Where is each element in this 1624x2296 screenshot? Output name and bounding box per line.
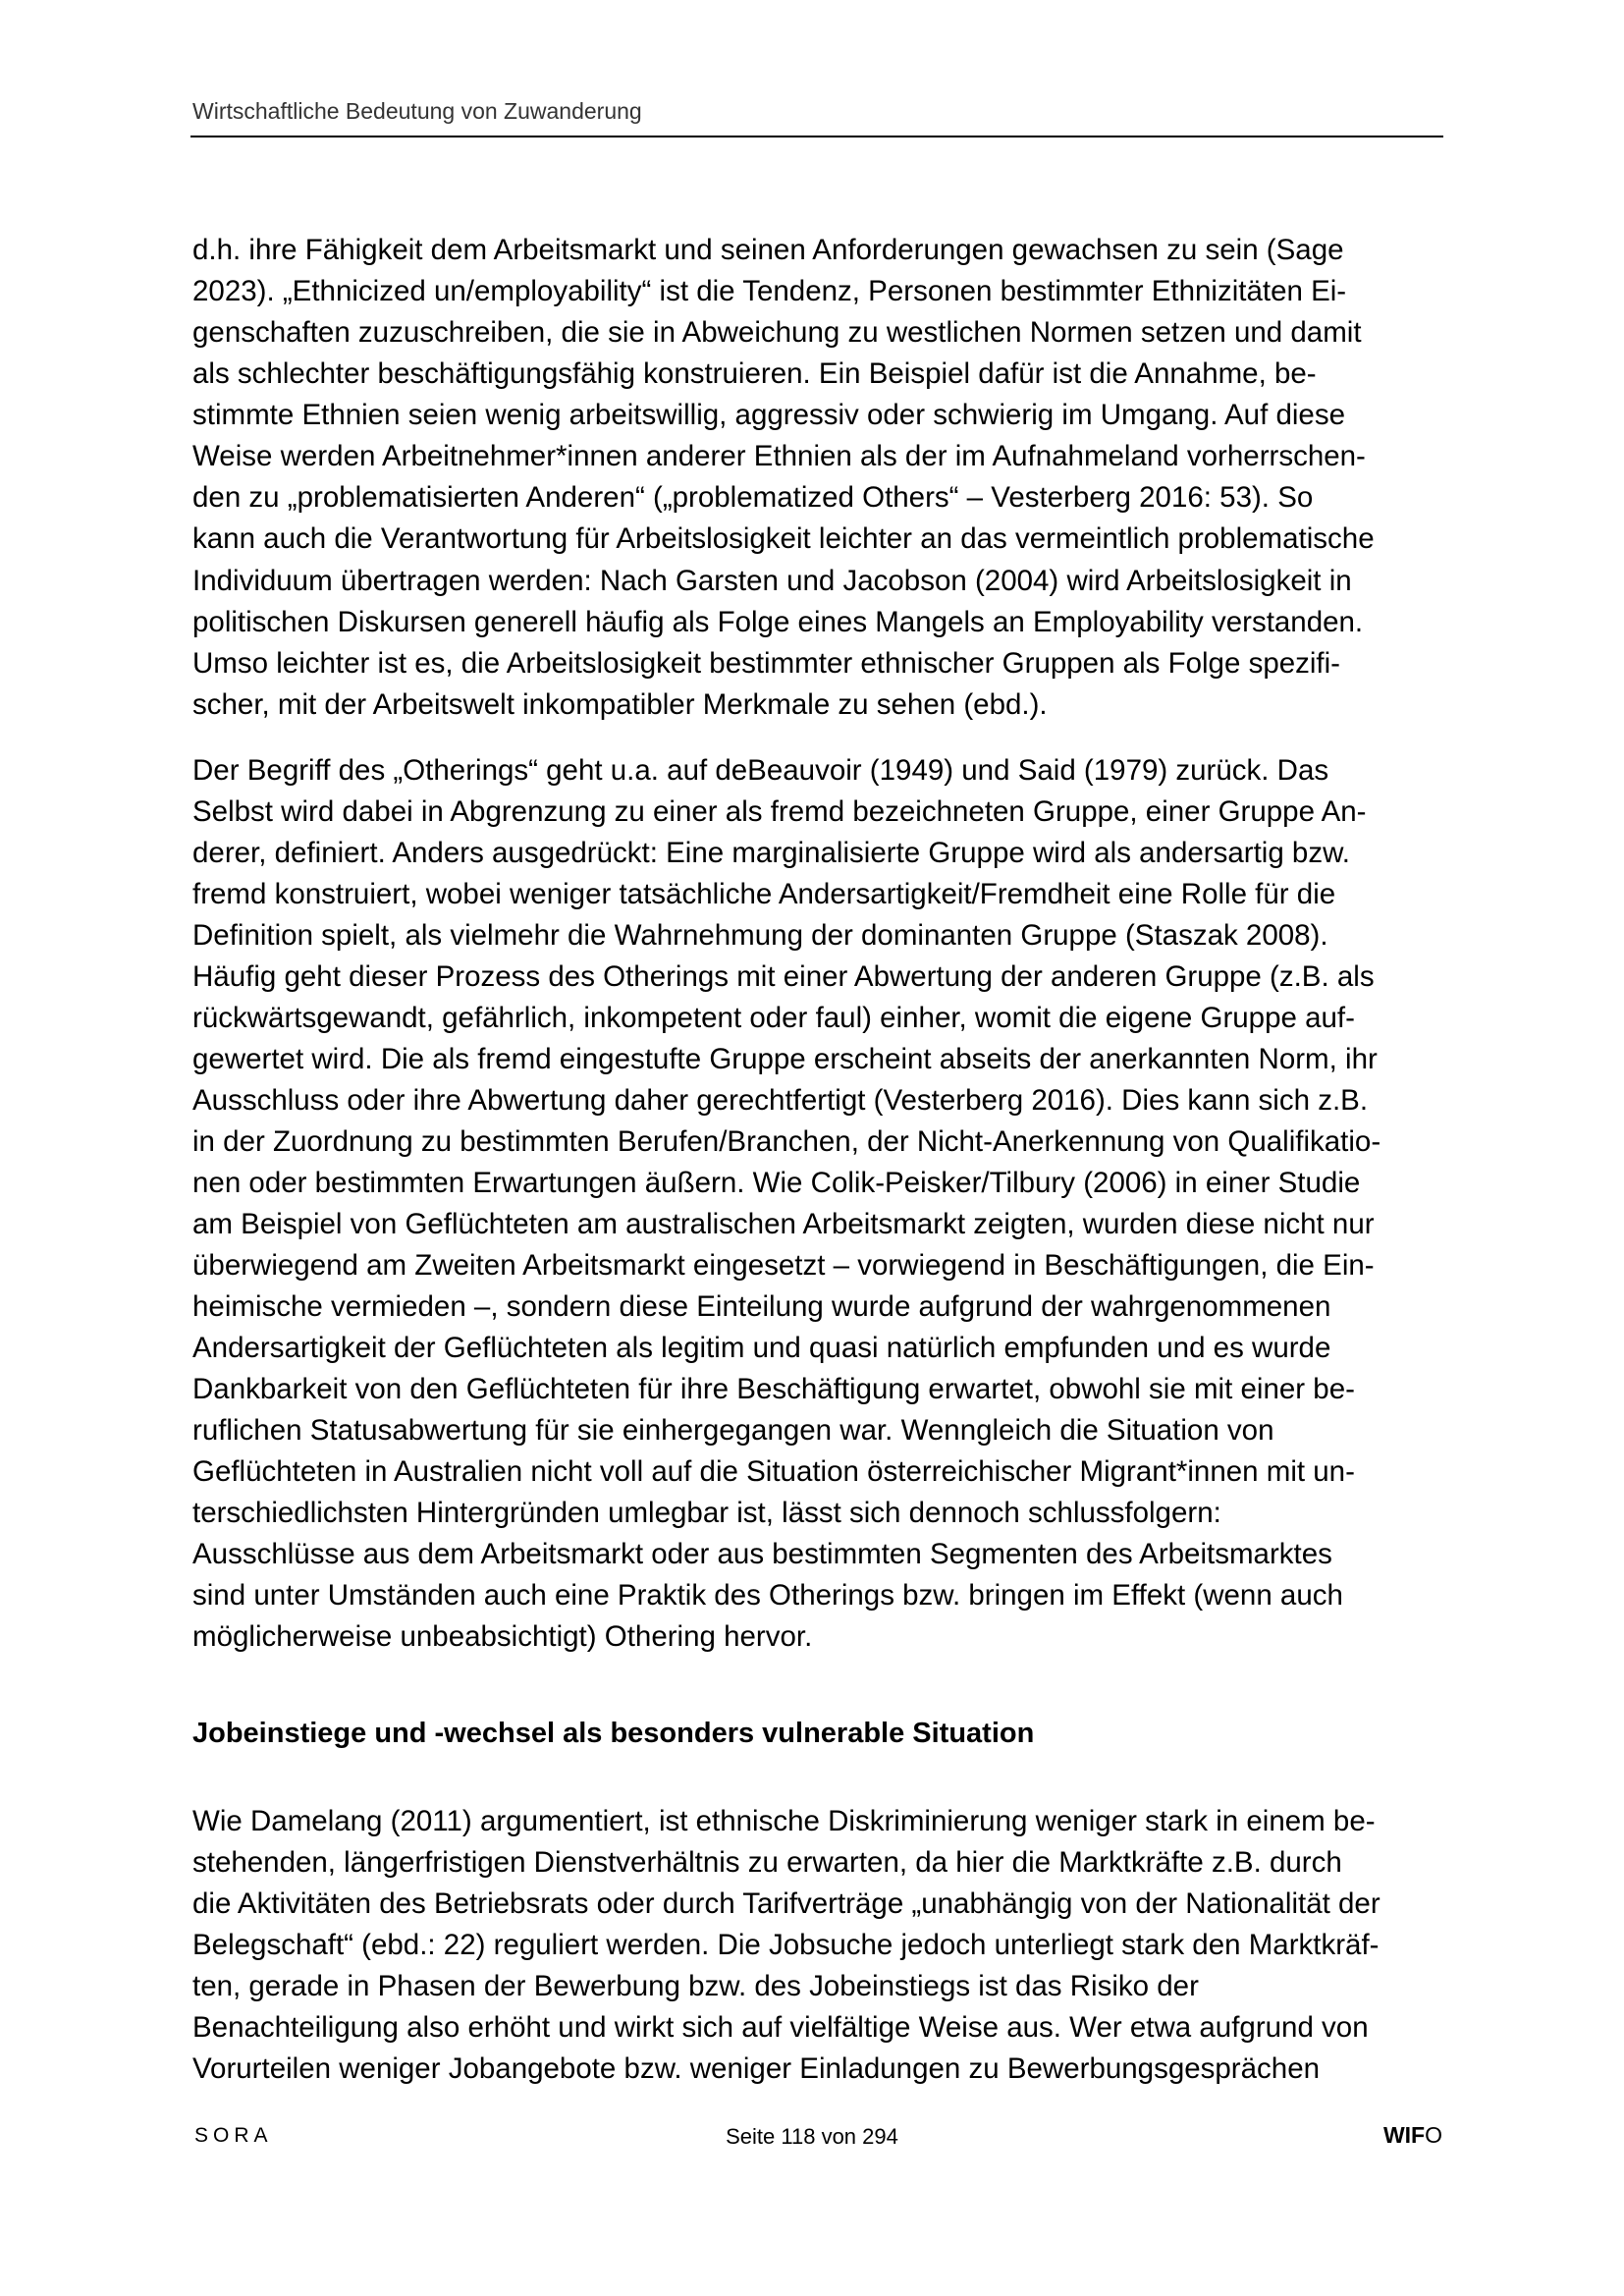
text-line: Individuum übertragen werden: Nach Garsten und Jacobson (2004) wird Arbeitslosigkeit in <box>192 565 1352 597</box>
text-line: Dankbarkeit von den Geflüchteten für ihre Beschäftigung erwartet, obwohl sie mit einer be- <box>192 1373 1355 1405</box>
wifo-logo-main: WIF <box>1382 2122 1426 2148</box>
text-line: rückwärtsgewandt, gefährlich, inkompetent oder faul) einher, womit die eigene Gruppe auf- <box>192 1002 1355 1034</box>
text-line: Belegschaft“ (ebd.: 22) reguliert werden. Die Jobsuche jedoch unterliegt stark den Marktkräf- <box>192 1929 1380 1961</box>
text-line: ten, gerade in Phasen der Bewerbung bzw. des Jobeinstiegs ist das Risiko der <box>192 1970 1199 2002</box>
text-line: gewertet wird. Die als fremd eingestufte Gruppe erscheint abseits der anerkannten Norm, ihr <box>192 1043 1378 1075</box>
text-line: Andersartigkeit der Geflüchteten als legitim und quasi natürlich empfunden und es wurde <box>192 1332 1331 1364</box>
footer-wifo-logo <box>1383 2122 1442 2149</box>
text-line: politischen Diskursen generell häufig als Folge eines Mangels an Employability verstanden. <box>192 606 1364 638</box>
text-line: Geflüchteten in Australien nicht voll auf die Situation österreichischer Migrant*innen mit un- <box>192 1455 1355 1488</box>
text-line: überwiegend am Zweiten Arbeitsmarkt eingesetzt – vorwiegend in Beschäftigungen, die Ein- <box>192 1249 1375 1282</box>
text-line: 2023). „Ethnicized un/employability“ ist die Tendenz, Personen bestimmter Ethnizitäten Ei- <box>192 275 1347 307</box>
section-heading: Jobeinstiege und -wechsel als besonders vulnerable Situation <box>192 1718 1035 1749</box>
text-line: genschaften zuzuschreiben, die sie in Abweichung zu westlichen Normen setzen und damit <box>192 316 1362 349</box>
text-line: in der Zuordnung zu bestimmten Berufen/Branchen, der Nicht-Anerkennung von Qualifikatio- <box>192 1125 1381 1158</box>
text-line: Häufig geht dieser Prozess des Otherings mit einer Abwertung der anderen Gruppe (z.B. als <box>192 960 1375 993</box>
text-line: heimische vermieden –, sondern diese Einteilung wurde aufgrund der wahrgenommenen <box>192 1290 1331 1323</box>
text-line: als schlechter beschäftigungsfähig konstruieren. Ein Beispiel dafür ist die Annahme, be- <box>192 357 1317 390</box>
text-line: Ausschluss oder ihre Abwertung daher gerechtfertigt (Vesterberg 2016). Dies kann sich z.B. <box>192 1084 1369 1117</box>
text-line: Vorurteilen weniger Jobangebote bzw. weniger Einladungen zu Bewerbungsgesprächen <box>192 2052 1321 2085</box>
text-line: Weise werden Arbeitnehmer*innen anderer Ethnien als der im Aufnahmeland vorherrschen- <box>192 440 1366 472</box>
text-line: Umso leichter ist es, die Arbeitslosigkeit bestimmter ethnischer Gruppen als Folge spezifi- <box>192 647 1341 680</box>
text-line: die Aktivitäten des Betriebsrats oder durch Tarifverträge „unabhängig von der Nationalität der <box>192 1887 1380 1920</box>
text-line: nen oder bestimmten Erwartungen äußern. Wie Colik-Peisker/Tilbury (2006) in einer Studie <box>192 1167 1361 1199</box>
text-line: d.h. ihre Fähigkeit dem Arbeitsmarkt und seinen Anforderungen gewachsen zu sein (Sage <box>192 234 1344 266</box>
text-line: scher, mit der Arbeitswelt inkompatibler Merkmale zu sehen (ebd.). <box>192 688 1048 721</box>
text-line: sind unter Umständen auch eine Praktik des Otherings bzw. bringen im Effekt (wenn auch <box>192 1579 1343 1612</box>
header-title: Wirtschaftliche Bedeutung von Zuwanderung <box>192 98 642 124</box>
page-number: Seite 118 von 294 <box>726 2124 898 2149</box>
text-line: ruflichen Statusabwertung für sie einhergegangen war. Wenngleich die Situation von <box>192 1414 1274 1447</box>
text-line: Selbst wird dabei in Abgrenzung zu einer als fremd bezeichneten Gruppe, einer Gruppe An- <box>192 795 1367 828</box>
text-line: fremd konstruiert, wobei weniger tatsächliche Andersartigkeit/Fremdheit eine Rolle für die <box>192 878 1336 910</box>
text-line: Benachteiligung also erhöht und wirkt sich auf vielfältige Weise aus. Wer etwa aufgrund von <box>192 2011 1369 2044</box>
text-line: stehenden, längerfristigen Dienstverhältnis zu erwarten, da hier die Marktkräfte z.B. durch <box>192 1846 1342 1879</box>
text-line: kann auch die Verantwortung für Arbeitslosigkeit leichter an das vermeintlich problematische <box>192 522 1375 555</box>
text-line: stimmte Ethnien seien wenig arbeitswillig, aggressiv oder schwierig im Umgang. Auf diese <box>192 399 1345 431</box>
text-line: den zu „problematisierten Anderen“ („problematized Others“ – Vesterberg 2016: 53). So <box>192 481 1314 514</box>
text-line: möglicherweise unbeabsichtigt) Othering hervor. <box>192 1620 813 1653</box>
text-line: Der Begriff des „Otherings“ geht u.a. auf deBeauvoir (1949) und Said (1979) zurück. Das <box>192 754 1329 787</box>
footer-sora-logo: SORA <box>194 2124 273 2147</box>
text-line: Wie Damelang (2011) argumentiert, ist ethnische Diskriminierung weniger stark in einem be- <box>192 1805 1376 1837</box>
text-line: Ausschlüsse aus dem Arbeitsmarkt oder aus bestimmten Segmenten des Arbeitsmarktes <box>192 1538 1332 1570</box>
text-line: derer, definiert. Anders ausgedrückt: Eine marginalisierte Gruppe wird als andersartig bzw. <box>192 837 1350 869</box>
text-line: am Beispiel von Geflüchteten am australischen Arbeitsmarkt zeigten, wurden diese nicht nur <box>192 1208 1375 1240</box>
header-divider <box>190 136 1443 137</box>
wifo-logo-tail: O <box>1425 2122 1442 2148</box>
text-line: terschiedlichsten Hintergründen umlegbar ist, lässt sich dennoch schlussfolgern: <box>192 1497 1221 1529</box>
text-line: Definition spielt, als vielmehr die Wahrnehmung der dominanten Gruppe (Staszak 2008). <box>192 919 1328 952</box>
